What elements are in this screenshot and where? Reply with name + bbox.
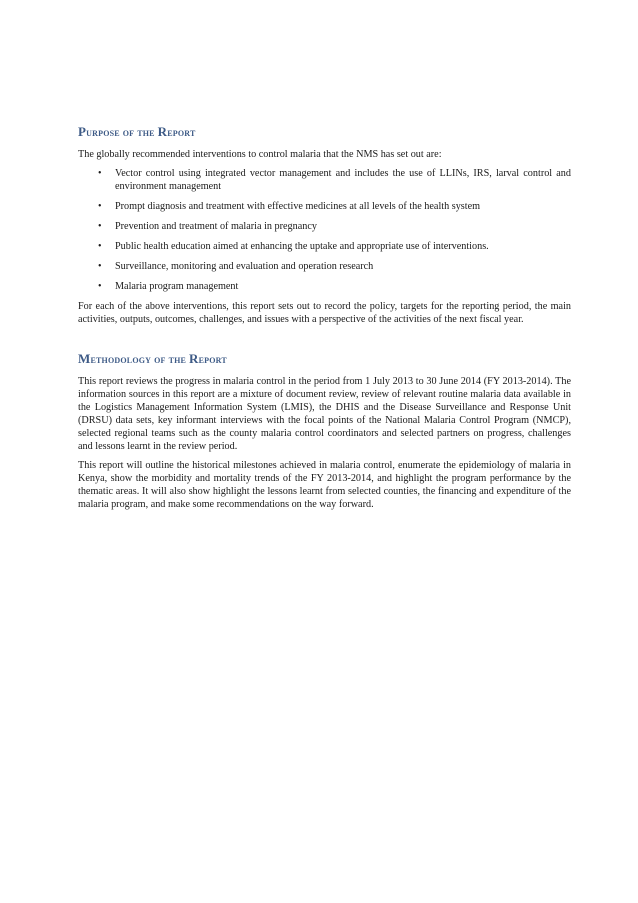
list-item: • Prevention and treatment of malaria in pregnancy	[98, 221, 317, 232]
bullet-icon: •	[98, 261, 102, 272]
methodology-paragraph-1: This report reviews the progress in malaria control in the period from 1 July 2013 to 30 June 2014 (FY 2013-2014). The information sources in this report are a mixture of document review, review of relevant routine malaria data available in the Logistics Management Information System (LMIS), the DHIS and the Disease Surveillance and Response Unit (DRSU) data sets, key informant interviews with the focal points of the National Malaria Control Program (NMCP), selected regional teams such as the county malaria control coordinators and selected partners on progress, challenges and lessons learnt in the review period.	[78, 376, 571, 452]
list-item: • Vector control using integrated vector management and includes the use of LLINs, IRS, larval control and environment management	[98, 168, 571, 192]
methodology-section	[78, 351, 571, 511]
bullet-icon: •	[98, 241, 102, 252]
list-item: • Public health education aimed at enhancing the uptake and appropriate use of interventions.	[98, 241, 489, 252]
bullet-icon: •	[98, 201, 102, 212]
purpose-heading: Purpose of the Report	[78, 124, 196, 139]
interventions-list	[78, 167, 571, 293]
methodology-heading: Methodology of the Report	[78, 351, 227, 366]
document-page	[78, 124, 571, 517]
list-item: • Malaria program management	[98, 281, 239, 292]
methodology-paragraph-2: This report will outline the historical milestones achieved in malaria control, enumerate the epidemiology of malaria in Kenya, show the morbidity and mortality trends of the FY 2013-2014, and highlight the program performance by the thematic areas. It will also show highlight the lessons learnt from selected counties, the financing and expenditure of the malaria program, and make some recommendations on the way forward.	[78, 460, 571, 510]
list-item: • Surveillance, monitoring and evaluation and operation research	[98, 261, 374, 272]
purpose-closing: For each of the above interventions, this report sets out to record the policy, targets for the reporting period, the main activities, outputs, outcomes, challenges, and issues with a perspective of the activities of the next fiscal year.	[78, 301, 571, 325]
bullet-icon: •	[98, 168, 102, 179]
bullet-icon: •	[98, 281, 102, 292]
purpose-intro: The globally recommended interventions to control malaria that the NMS has set out are:	[78, 149, 442, 160]
bullet-icon: •	[98, 221, 102, 232]
list-item: • Prompt diagnosis and treatment with effective medicines at all levels of the health system	[98, 201, 481, 212]
